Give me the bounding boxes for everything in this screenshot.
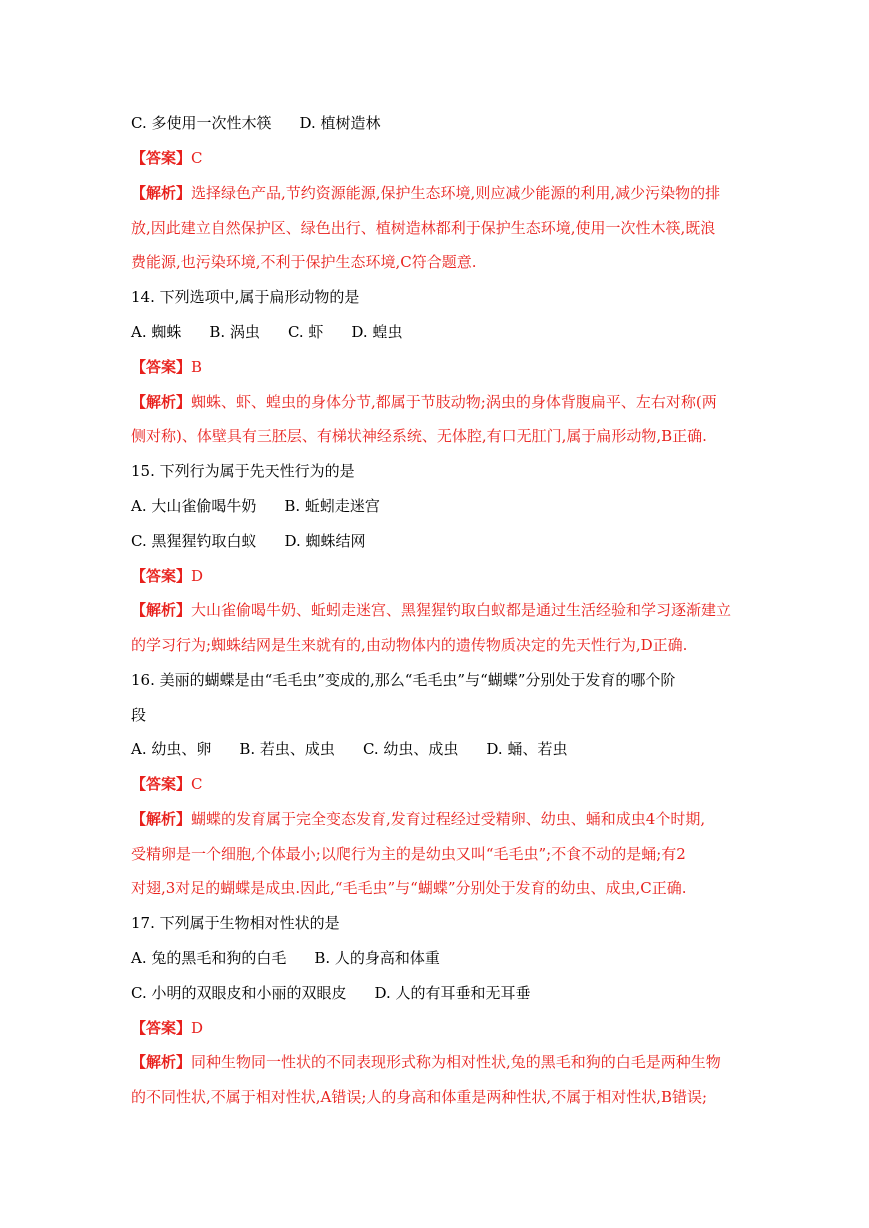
- q17-explanation-line-1: 【解析】同种生物同一性状的不同表现形式称为相对性状,兔的黑毛和狗的白毛是两种生物: [131, 1053, 721, 1071]
- q14-options: [131, 322, 402, 342]
- q15-explanation-line-1: 【解析】大山雀偷喝牛奶、蚯蚓走迷宫、黑猩猩钓取白蚁都是通过生活经验和学习逐渐建立: [131, 601, 732, 619]
- q14-option-d: D. 蝗虫: [351, 323, 403, 341]
- answer-value: D: [191, 567, 204, 585]
- q15-stem: 15. 下列行为属于先天性行为的是: [131, 462, 355, 480]
- q17-option-b: B. 人的身高和体重: [314, 949, 440, 967]
- q17-options-cd: [131, 983, 531, 1003]
- answer-label: 【答案】: [131, 149, 192, 167]
- q15-options-ab: [131, 496, 380, 516]
- q17-answer: [131, 1018, 203, 1038]
- q17-explanation-line-2: 的不同性状,不属于相对性状,A错误;人的身高和体重是两种性状,不属于相对性状,B错误;: [131, 1088, 708, 1106]
- q13-explanation-line-2: 放,因此建立自然保护区、绿色出行、植树造林都利于保护生态环境,使用一次性木筷,既浪: [131, 219, 716, 237]
- q16-stem-line-1: 16. 美丽的蝴蝶是由“毛毛虫”变成的,那么“毛毛虫”与“蝴蝶”分别处于发育的哪个阶: [131, 671, 676, 689]
- q13-explanation-line-1: 【解析】选择绿色产品,节约资源能源,保护生态环境,则应减少能源的利用,减少污染物的排: [131, 184, 721, 202]
- answer-value: C: [191, 775, 203, 793]
- explanation-label: 【解析】: [131, 601, 192, 619]
- q14-option-b: B. 涡虫: [209, 323, 260, 341]
- q16-option-d: D. 蛹、若虫: [486, 740, 568, 758]
- q16-options: [131, 739, 567, 759]
- q14-stem: 14. 下列选项中,属于扁形动物的是: [131, 288, 360, 306]
- q15-option-b: B. 蚯蚓走迷宫: [284, 497, 380, 515]
- q16-stem-line-2: 段: [131, 706, 147, 724]
- q17-options-ab: [131, 948, 440, 968]
- answer-label: 【答案】: [131, 567, 192, 585]
- q17-option-a: A. 兔的黑毛和狗的白毛: [131, 949, 287, 967]
- q13-explanation-line-3: 费能源,也污染环境,不利于保护生态环境,C符合题意.: [131, 253, 477, 271]
- q15-options-cd: [131, 531, 366, 551]
- q17-stem: 17. 下列属于生物相对性状的是: [131, 914, 340, 932]
- q16-explanation-line-2: 受精卵是一个细胞,个体最小;以爬行为主的是幼虫又叫“毛毛虫”;不食不动的是蛹;有2: [131, 845, 686, 863]
- answer-label: 【答案】: [131, 1019, 192, 1037]
- explanation-label: 【解析】: [131, 810, 192, 828]
- answer-value: C: [191, 149, 203, 167]
- q13-options-cd: [131, 113, 381, 133]
- q16-option-c: C. 幼虫、成虫: [362, 740, 459, 758]
- explanation-label: 【解析】: [131, 184, 192, 202]
- q16-answer: [131, 774, 203, 794]
- q17-option-d: D. 人的有耳垂和无耳垂: [374, 984, 531, 1002]
- q17-option-c: C. 小明的双眼皮和小丽的双眼皮: [131, 984, 347, 1002]
- q13-option-c: C. 多使用一次性木筷: [131, 114, 272, 132]
- q13-answer: [131, 148, 203, 168]
- explanation-label: 【解析】: [131, 1053, 192, 1071]
- q14-option-c: C. 虾: [287, 323, 324, 341]
- q15-answer: [131, 566, 203, 586]
- q14-option-a: A. 蜘蛛: [131, 323, 182, 341]
- explanation-label: 【解析】: [131, 393, 192, 411]
- q14-explanation-line-2: 侧对称)、体壁具有三胚层、有梯状神经系统、无体腔,有口无肛门,属于扁形动物,B正确.: [131, 427, 707, 445]
- q15-option-a: A. 大山雀偷喝牛奶: [131, 497, 257, 515]
- q16-option-a: A. 幼虫、卵: [131, 740, 212, 758]
- q16-explanation-line-1: 【解析】蝴蝶的发育属于完全变态发育,发育过程经过受精卵、幼虫、蛹和成虫4个时期,: [131, 810, 706, 828]
- q14-explanation-line-1: 【解析】蜘蛛、虾、蝗虫的身体分节,都属于节肢动物;涡虫的身体背腹扁平、左右对称(两: [131, 393, 717, 411]
- q16-option-b: B. 若虫、成虫: [239, 740, 335, 758]
- q14-answer: [131, 357, 202, 377]
- q15-option-c: C. 黑猩猩钓取白蚁: [131, 532, 257, 550]
- answer-label: 【答案】: [131, 775, 192, 793]
- answer-label: 【答案】: [131, 358, 192, 376]
- answer-value: D: [191, 1019, 204, 1037]
- q15-option-d: D. 蜘蛛结网: [284, 532, 366, 550]
- answer-value: B: [191, 358, 203, 376]
- q13-option-d: D. 植树造林: [299, 114, 381, 132]
- q16-explanation-line-3: 对翅,3对足的蝴蝶是成虫.因此,“毛毛虫”与“蝴蝶”分别处于发育的幼虫、成虫,C正确.: [131, 879, 687, 897]
- q15-explanation-line-2: 的学习行为;蜘蛛结网是生来就有的,由动物体内的遗传物质决定的先天性行为,D正确.: [131, 636, 688, 654]
